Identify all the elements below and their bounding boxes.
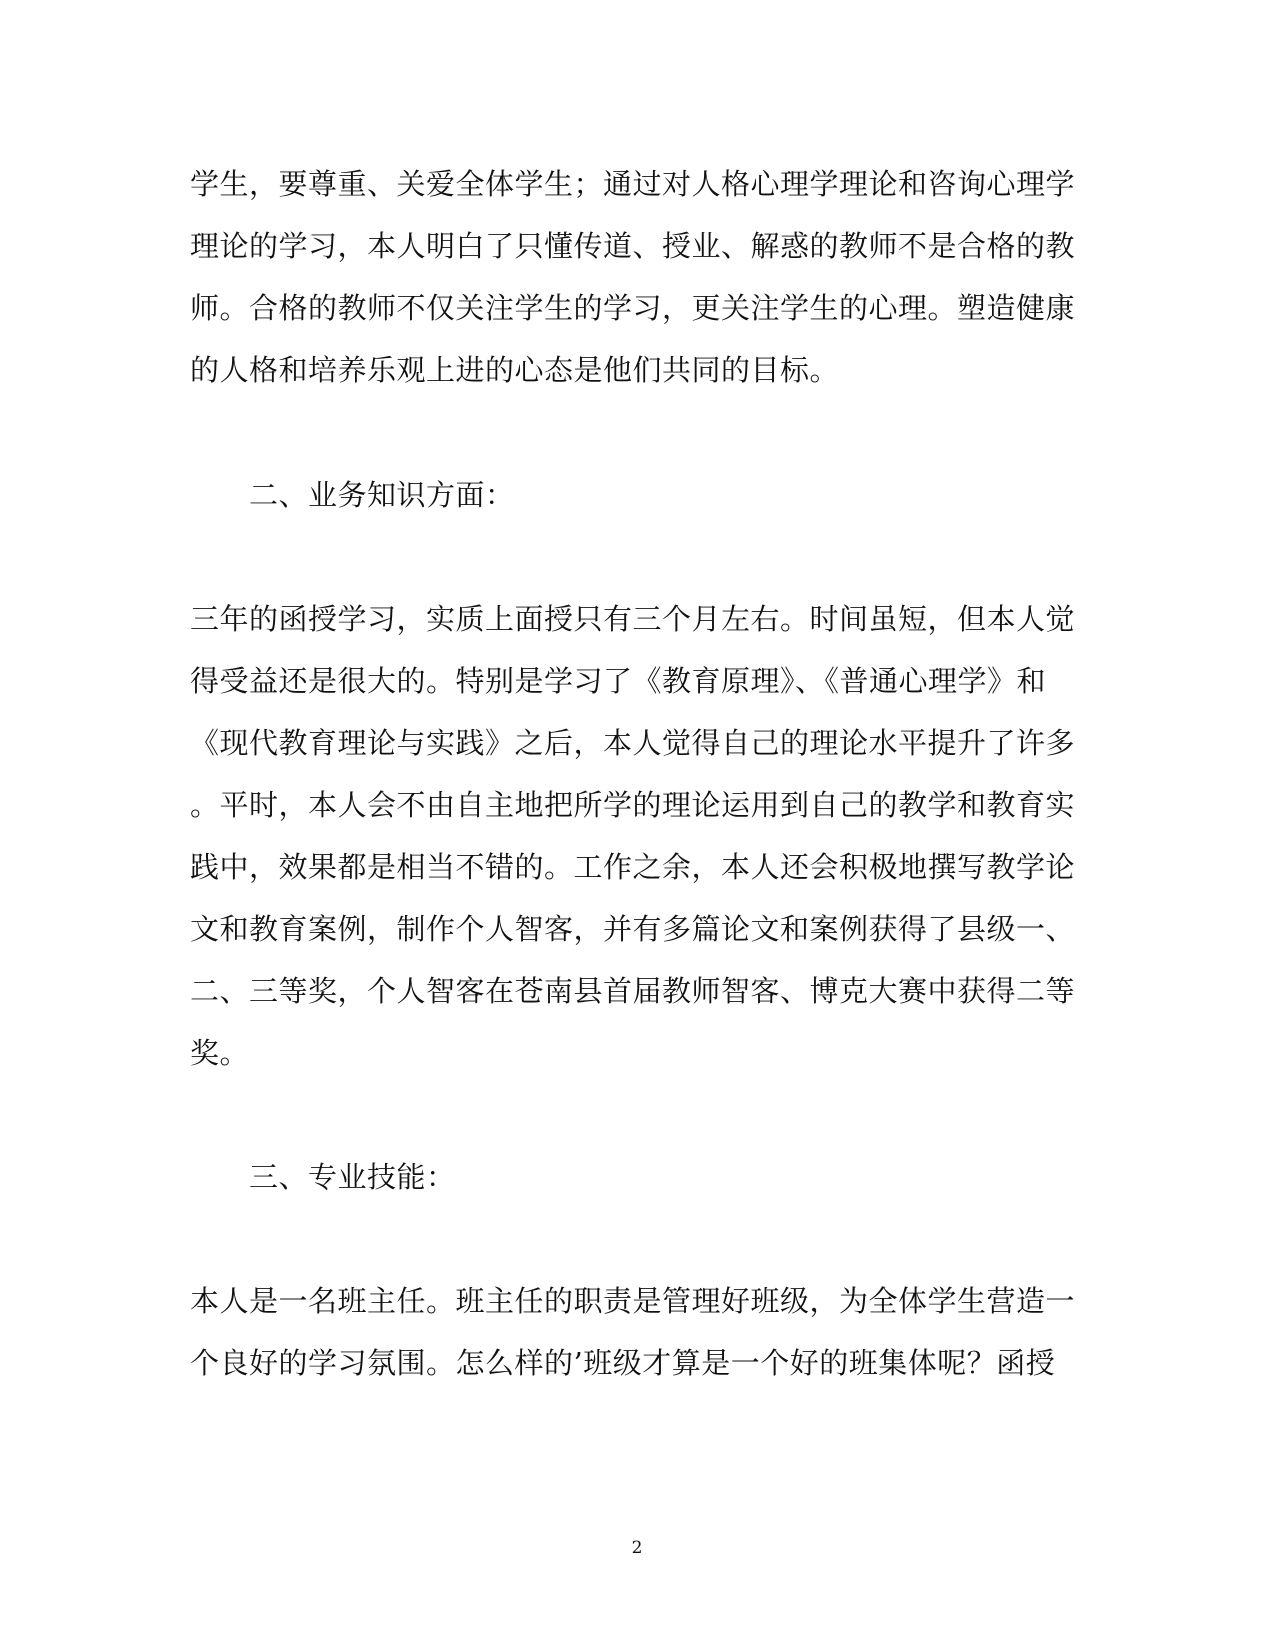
paragraph-3-line-2: 个良好的学习氛围。怎么样的’班级才算是一个好的班集体呢？函授: [190, 1346, 1056, 1380]
paragraph-2-line-4: 。平时，本人会不由自主地把所学的理论运用到自己的教学和教育实: [190, 788, 1076, 822]
paragraph-1-line-4: 的人格和培养乐观上进的心态是他们共同的目标。: [190, 353, 840, 387]
page-number: 2: [631, 1538, 643, 1558]
paragraph-2-line-7: 二、三等奖，个人智客在苍南县首届教师智客、博克大赛中获得二等: [190, 974, 1076, 1008]
paragraph-1-line-3: 师。合格的教师不仅关注学生的学习，更关注学生的心理。塑造健康: [190, 291, 1076, 325]
paragraph-3-line-1: 本人是一名班主任。班主任的职责是管理好班级，为全体学生营造一: [190, 1284, 1076, 1318]
paragraph-1-line-1: 学生，要尊重、关爱全体学生；通过对人格心理学理论和咨询心理学: [190, 167, 1076, 201]
paragraph-2-line-3: 《现代教育理论与实践》之后，本人觉得自己的理论水平提升了许多: [190, 726, 1076, 760]
section-heading-business-knowledge: 二、业务知识方面：: [249, 478, 515, 512]
paragraph-2-line-2: 得受益还是很大的。特别是学习了《教育原理》、《普通心理学》和: [190, 664, 1047, 698]
paragraph-2-line-6: 文和教育案例，制作个人智客，并有多篇论文和案例获得了县级一、: [190, 912, 1076, 946]
paragraph-2-line-5: 践中，效果都是相当不错的。工作之余，本人还会积极地撰写教学论: [190, 850, 1076, 884]
paragraph-2-line-1: 三年的函授学习，实质上面授只有三个月左右。时间虽短，但本人觉: [190, 602, 1076, 636]
paragraph-1-line-2: 理论的学习，本人明白了只懂传道、授业、解惑的教师不是合格的教: [190, 229, 1076, 263]
paragraph-2-line-8: 奖。: [190, 1036, 250, 1070]
section-heading-professional-skills: 三、专业技能：: [249, 1160, 456, 1194]
